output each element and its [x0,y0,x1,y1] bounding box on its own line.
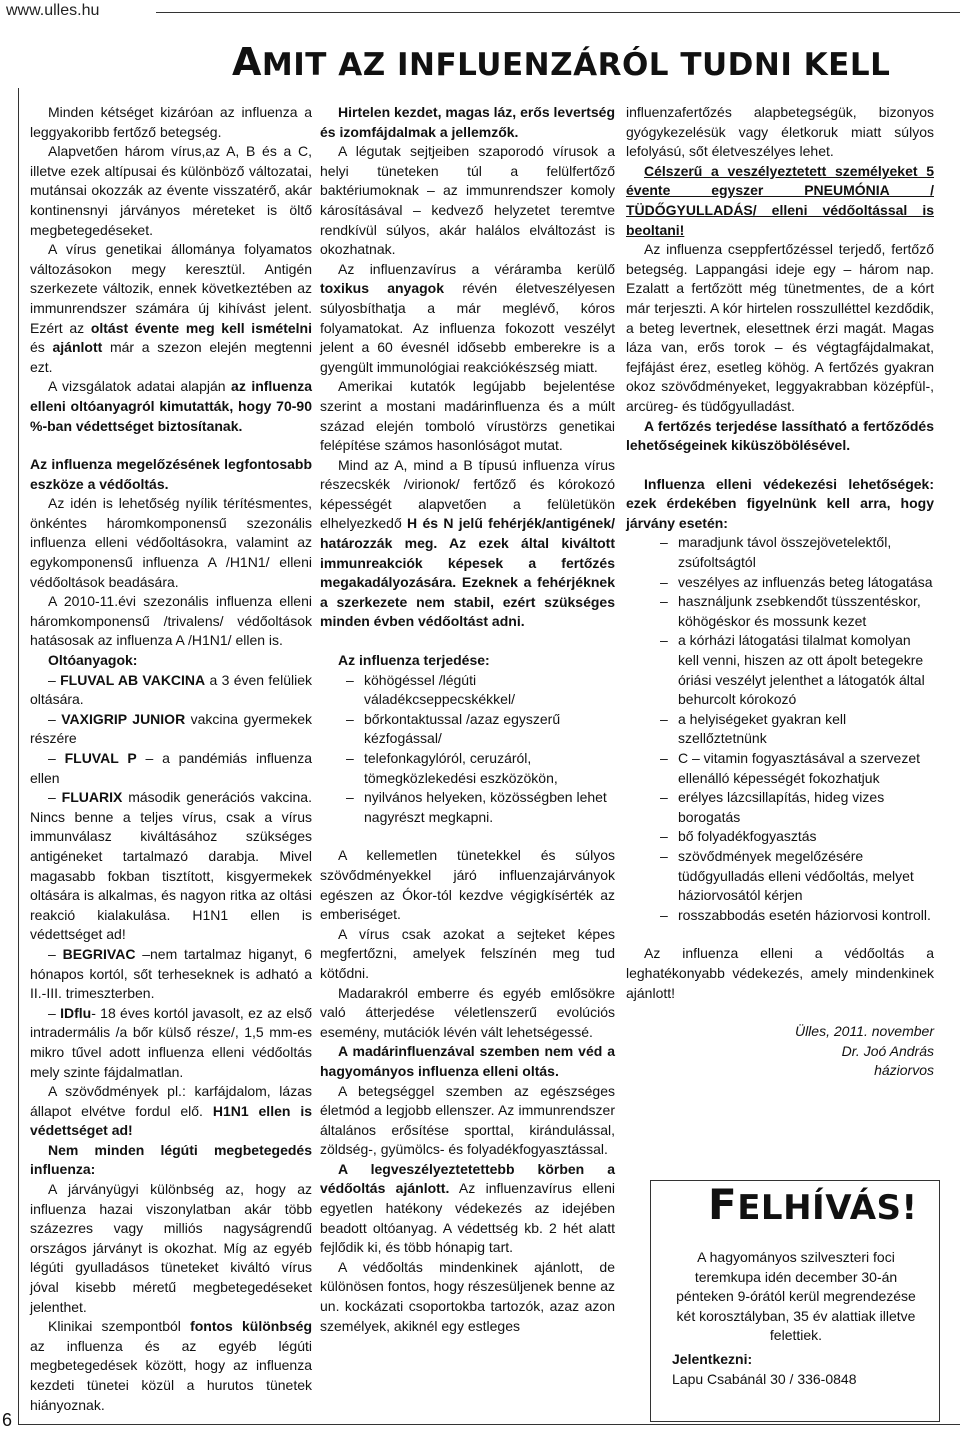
column-1 [30,103,312,1415]
paragraph: Az influenzavírus a véráramba kerülő toxikus anyagok révén életveszélyesen súlyosbíthatja a már meglévő, kóros folyamatokat. Az influenza fokozott veszélyt jelent a 60 évesnél idősebb emberekre is a gyengült immunológiai reakciókészség miatt. [320,260,616,375]
paragraph: Alapvetően három vírus,az A, B és a C, illetve ezek altípusai és különböző változatai, mutánsai okozzák az évente visszatérő, akár kontinensnyi járványos méreteket is öltő megbetegedéseket. [30,143,312,238]
list-item: – C – vitamin fogyasztásával a szervezet ellenálló képességét fokozhatjuk [626,749,934,788]
paragraph: A fertőzés terjedése lassítható a fertőződés lehetőségeinek kiküszöbölésével. [626,417,934,454]
list-item: – erélyes lázcsillapítás, hideg vizes borogatás [626,788,934,827]
highlight-paragraph: Célszerű a veszélyeztetett személyeket 5 évente egyszer PNEUMÓNIA / TÜDŐGYULLADÁS/ elleni védőoltással is beoltani! [626,162,934,238]
list-item: – bő folyadékfogyasztás [626,827,934,847]
vaccine-item: – VAXIGRIP JUNIOR vakcina gyermekek részére [30,710,312,747]
paragraph: A szövődmények pl.: karfájdalom, lázas állapot elvétve fordul elő. H1N1 ellen is védettséget ad! [30,1083,313,1139]
list-item: – telefonkagylóról, ceruzáról, tömegközlekedési eszközökön, [320,749,615,788]
tips-list [626,533,934,925]
author-role: háziorvos [874,1062,934,1079]
vaccine-item: – FLUVAL P – a pandémiás influenza ellen [30,750,312,786]
vaccine-item: – FLUVAL AB VAKCINA a 3 éven felüliek oltására. [30,671,312,708]
section-heading: Az influenza megelőzésének legfontosabb eszköze a védőoltás. [30,456,312,492]
contact-label: Jelentkezni: [672,1351,753,1367]
paragraph: Az idén is lehetőség nyílik térítésmentes, önkéntes háromkomponensű szezonális influenza elleni védőoltásokra, valamint az egykomponensű influenza A /H1N1/ elleni védőoltások beadására. [30,495,312,590]
paragraph: A betegséggel szemben az egészséges életmód a legjobb ellenszer. Az immunrendszer általános erősítése sporttal, kirándulással, zöldség-, gyümölcs- és folyadékfogyasztással. [320,1082,615,1158]
vaccine-item: – FLUARIX második generációs vakcina. Nincs benne a teljes vírus, csak a vírus immunválasz kiváltásához szükséges antigéneket tartalmazó darabja. Mivel magasabb fokban tisztított, kisgyermekek oltására is alkalmas, és nagyon ritka az oltási reakció kialakulása. H1N1 ellen is védettséget ad! [30,789,312,943]
page-title: AMIT AZ INFLUENZÁRÓL TUDNI KELL [232,40,891,84]
announcement-title: FELHÍVÁS! [708,1180,918,1229]
list-item: – köhögéssel /légúti váladékcseppecskékkel/ [320,671,615,710]
paragraph: A járványügyi különbség az, hogy az influenza hazai viszonylatban akár több százezres vagy milliós nagyságrendű országos járványt is okozhat. Míg az egyéb légúti gyulladásos tüneteket kiváltó vírus jóval kisebb méretű megbetegedéseket jelenthet. [30,1181,312,1315]
paragraph: Amerikai kutatók legújabb bejelentése szerint a mostani madárinfluenza és a múlt század elején tomboló vírustörzs genetikai felépítése számos hasonlóságot mutat. [320,378,615,454]
paragraph: A vizsgálatok adatai alapján az influenza elleni oltóanyagról kimutatták, hogy 70-90 %-ban védettséget biztosítanak. [30,378,312,434]
column-3 [626,103,934,1081]
contact-info: Lapu Csabánál 30 / 336-0848 [672,1370,857,1387]
list-item: – maradjunk távol összejövetelektől, zsúfoltságtól [626,533,934,572]
site-url[interactable]: www.ulles.hu [6,2,100,19]
paragraph: A védőoltás mindenkinek ajánlott, de különösen fontos, hogy részesüljenek benne az un. kockázati csoportokba tartozók, azaz azon személyek, akiknél egy estleges [320,1258,615,1334]
announcement-contact [672,1350,856,1389]
paragraph: A vírus csak azokat a sejteket képes megfertőzni, amelyek felszínén meg tud kötődni. [320,925,615,981]
paragraph: Minden kétséget kizáróan az influenza a leggyakoribb fertőző betegség. [30,104,312,140]
paragraph: A legveszélyeztetettebb körben a védőoltás ajánlott. Az influenzavírus elleni egyetlen hatékony védekezés az idejében beadott oltóanyag. A védettség kb. 2 hét alatt fejlődik ki, és több hónapig tart. [320,1160,615,1256]
section-heading: Hirtelen kezdet, magas láz, erős levertség és izomfájdalmak a jellemzők. [320,104,616,140]
top-rule [156,12,960,13]
section-heading: Az influenza terjedése: [338,652,490,669]
list-item: – a helyiségeket gyakran kell szellőztetnünk [626,710,934,749]
announcement-body: A hagyományos szilveszteri foci teremkupa idén december 30-án pénteken 9-órától kerül megrendezése két korosztályban, 35 év alattiak illetve felettiek. [676,1249,916,1344]
paragraph: Klinikai szempontból fontos különbség az influenza és az egyéb légúti megbetegedések között, hogy az influenza kezdeti tünetei közül a hurutos tünetek hiányoznak. [30,1318,313,1413]
list-item: – nyilvános helyeken, közösségben lehet nagyrészt megkapni. [320,788,615,827]
paragraph: Az influenza cseppfertőzéssel terjedő, fertőző betegség. Lappangási ideje egy – három nap. Ezalatt a fertőzött még tünetmentes, de a kórt már terjeszti. A kór hirtelen rosszulléttel kezdődik, a beteg levertnek, elesettnek érzi magát. Magas láza van, erős torok – és végtagfájdalmakat, fejfájást érez, esetleg köhög. A fertőzés gyakran okoz szövődményeket, leggyakrabban középfül-, arcüreg- és tüdőgyulladást. [626,241,934,414]
section-heading: Influenza elleni védekezési lehetőségek: ezek érdekében figyelnünk kell arra, hogy járvány esetén: [626,475,934,531]
spread-list [320,671,615,828]
paragraph: Az influenza elleni a védőoltás a leghatékonyabb védekezés, amely mindenkinek ajánlott! [626,945,934,1001]
place-date: Ülles, 2011. november [794,1023,934,1040]
page-number: 6 [2,1410,13,1430]
section-heading: A madárinfluenzával szemben nem véd a hagyományos influenza elleni oltás. [320,1043,615,1079]
vaccine-item: – IDflu- 18 éves kortól javasolt, ez az első intradermális /a bőr külső része/, 1,5 mm-es mikro tűvel adott influenza elleni védőoltás mely szinte fájdalmatlan. [30,1004,312,1080]
list-item: – bőrkontaktussal /azaz egyszerű kézfogással/ [320,710,615,749]
list-item: – szövődmények megelőzésére tüdőgyulladás elleni védőoltás, melyet háziorvosától kérjen [626,847,934,906]
list-item: – veszélyes az influenzás beteg látogatása [626,573,934,593]
section-heading: Oltóanyagok: [48,652,138,669]
list-item: – rosszabbodás esetén háziorvosi kontroll. [626,906,934,926]
section-heading: Nem minden légúti megbetegedés influenza: [30,1141,312,1178]
paragraph: A kellemetlen tünetekkel és súlyos szövődményekkel járó influenzajárványok egészen az Ókor-tól kezdve végigkísérték az emberiséget. [320,847,615,923]
paragraph: Mind az A, mind a B típusú influenza vírus részecskék /virionok/ fertőző és kórokozó képességét alapvetően a felületükön elhelyezkedő H és N jelű fehérjék/antigének/ határozzák meg. Az ezek által kiváltott immunreakciók képesek a fertőzés megakadályozására. Ezeknek a fehérjéknek a szerkezete nem stabil, ezért szükséges minden évben védőoltást adni. [320,456,616,630]
author: Dr. Joó András [841,1042,934,1059]
list-item: – a kórházi látogatási tilalmat komolyan kell venni, hiszen az ott ápolt betegekre óriási veszélyt jelenthet a látogatók által behurcolt kórokozó [626,631,934,709]
bottom-rule [18,1424,960,1425]
paragraph: influenzafertőzés alapbetegségük, bizonyos gyógykezelésük vagy életkoruk miatt súlyos lefolyású, sőt életveszélyes lehet. [626,104,934,160]
list-item: – használjunk zsebkendőt tüsszentéskor, köhögéskor és mossunk kezet [626,592,934,631]
paragraph: A 2010-11.évi szezonális influenza elleni háromkomponensű /trivalens/ védőoltások hatásosak az influenza A /H1N1/ ellen is. [30,593,312,649]
column-2 [320,103,615,1336]
left-rule [18,88,19,1425]
paragraph: A vírus genetikai állománya folyamatos változásokon megy keresztül. Antigén szerkezete változik, ennek következtében az immunrendszer számára új kihívást jelent. Ezért az oltást évente meg kell ismételni és ajánlott már a szezon elején megtenni ezt. [30,241,312,375]
paragraph: A légutak sejtjeiben szaporodó vírusok a helyi tüneteken túl a felülfertőző baktériumoknak – az immunrendszer komoly károsításával – kedvező helyzetet teremtve rendkívül súlyos, akár halálos elváltozást is okozhatnak. [320,143,615,258]
vaccine-item: – BEGRIVAC –nem tartalmaz higanyt, 6 hónapos kortól, sőt terheseknek is adható a II.-III. trimeszterben. [30,945,312,1002]
paragraph: Madarakról emberre és egyéb emlősökre való átterjedése véletlenszerű evolúciós esemény, mutációk lévén vált lehetségessé. [320,984,615,1040]
